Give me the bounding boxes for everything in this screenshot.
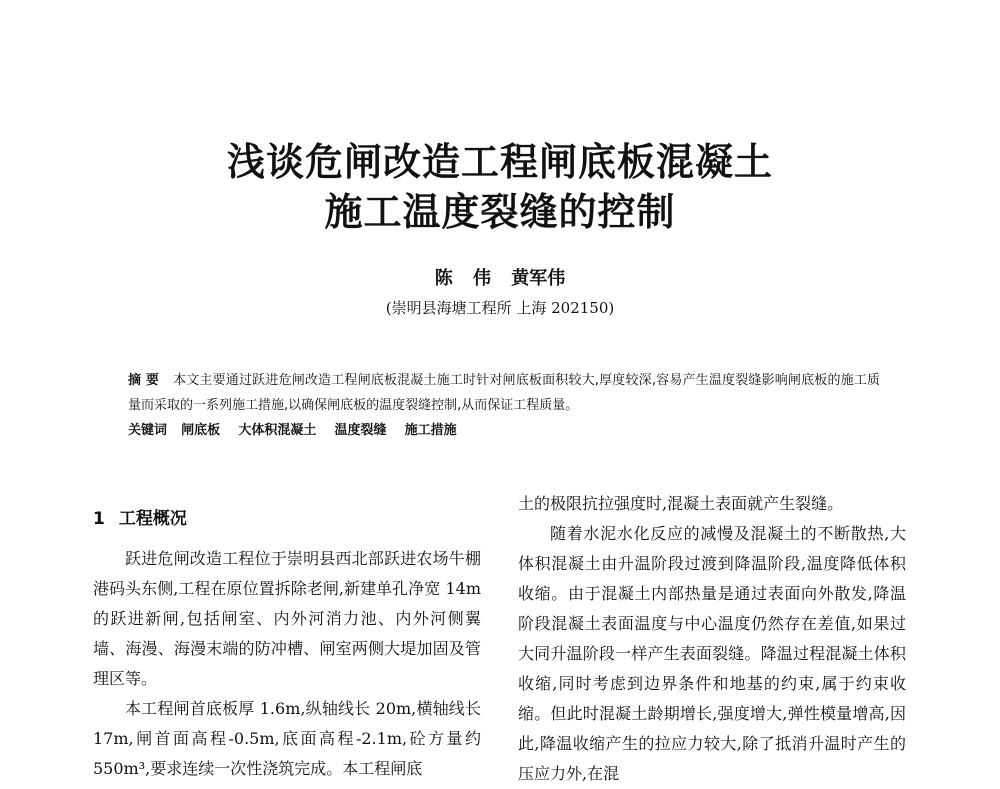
affiliation: (崇明县海塘工程所 上海 202150) [385,299,615,317]
keywords-label: 关键词 [128,423,168,438]
section-number: 1 [93,509,105,529]
right-column [518,489,906,789]
authors: 陈 伟 黄军伟 [434,268,566,289]
section-heading [93,504,481,534]
section-title: 工程概况 [118,509,187,529]
keyword: 大体积混凝土 [238,423,317,438]
keyword: 温度裂缝 [334,423,387,438]
body-paragraph: 跃进危闸改造工程位于崇明县西北部跃进农场牛棚港码头东侧,工程在原位置拆除老闸,新建单孔净宽 14m 的跃进新闸,包括闸室、内外河消力池、内外河侧翼墙、海漫、海漫末端的防冲槽、闸室两侧大堤加固及管理区等。 [93,549,481,688]
paper-title-line-1: 浅谈危闸改造工程闸底板混凝土 [226,139,773,184]
keyword: 施工措施 [404,423,457,438]
keywords [128,418,880,443]
continued-paragraph: 土的极限抗拉强度时,混凝土表面就产生裂缝。 [518,494,844,513]
body-paragraph: 随着水泥水化反应的减慢及混凝土的不断散热,大体积混凝土由升温阶段过渡到降温阶段,温度降低体积收缩。由于混凝土内部热量是通过表面向外散发,降温阶段混凝土表面温度与中心温度仍然存在差值,如果过大同升温阶段一样产生表面裂缝。降温过程混凝土体积收缩,同时考虑到边界条件和地基的约束,属于约束收缩。但此时混凝土龄期增长,强度增大,弹性模量增高,因此,降温收缩产生的拉应力较大,除了抵消升温时产生的压应力外,在混 [518,524,906,783]
abstract-text: 本文主要通过跃进危闸改造工程闸底板混凝土施工时针对闸底板面积较大,厚度较深,容易产生温度裂缝影响闸底板的施工质量而采取的一系列施工措施,以确保闸底板的温度裂缝控制,从而保证工程质量。 [128,373,881,413]
left-column [93,504,481,784]
abstract-label: 摘 要 [128,373,160,388]
body-paragraph: 本工程闸首底板厚 1.6m,纵轴线长 20m,横轴线长 17m,闸首面高程-0.5m,底面高程-2.1m,砼方量约 550m³,要求连续一次性浇筑完成。本工程闸底 [93,699,481,778]
keyword: 闸底板 [181,423,221,438]
paper-title-line-2: 施工温度裂缝的控制 [324,189,676,234]
abstract [128,368,880,418]
